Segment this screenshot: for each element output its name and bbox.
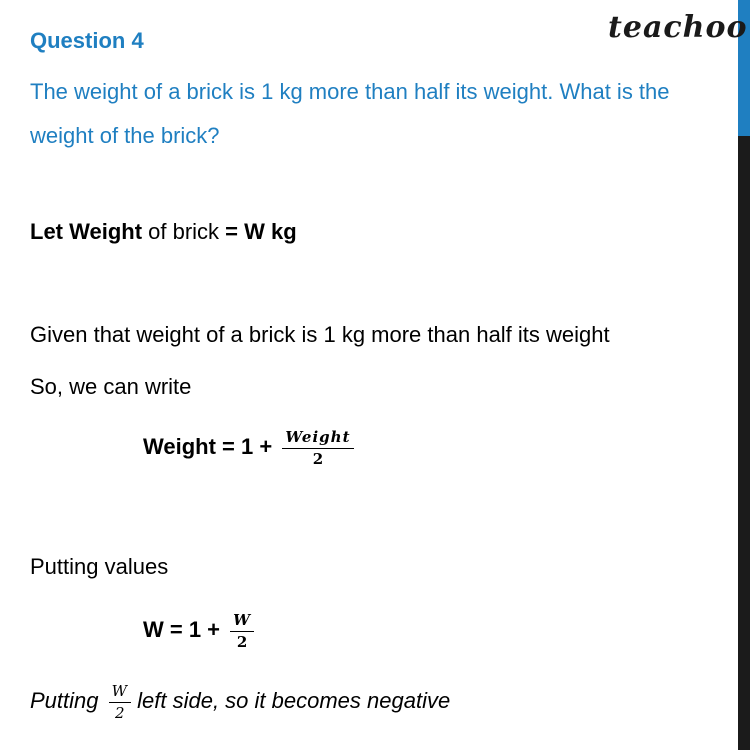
- note-prefix: Putting: [30, 687, 105, 713]
- teachoo-logo: teachoo: [608, 10, 748, 45]
- given-statement: Given that weight of a brick is 1 kg more than half its weight: [30, 322, 610, 347]
- let-mid-text: of brick: [142, 219, 226, 244]
- w-fraction-denominator: 2: [236, 633, 248, 651]
- note-fraction-numerator: W: [109, 682, 131, 703]
- putting-values: Putting values: [30, 554, 169, 579]
- question-title: Question 4: [30, 28, 144, 53]
- scrollbar[interactable]: [738, 0, 750, 750]
- note-suffix: left side, so it becomes negative: [131, 687, 451, 713]
- equation-weight-lhs: Weight = 1 +: [143, 433, 279, 459]
- weight-fraction-numerator: Weight: [282, 428, 353, 449]
- so-we-can-write: So, we can write: [30, 374, 192, 399]
- w-fraction-numerator: W: [230, 611, 254, 632]
- equation-w-lhs: W = 1 +: [143, 616, 227, 642]
- let-statement: [30, 219, 297, 245]
- weight-fraction: [282, 428, 353, 468]
- question-text: The weight of a brick is 1 kg more than half its weight. What is the weight of the brick?: [30, 79, 670, 148]
- w-fraction: [230, 611, 254, 651]
- let-equation: = W kg: [225, 219, 297, 244]
- equation-w: [143, 611, 254, 651]
- note-fraction-denominator: 2: [115, 704, 125, 722]
- let-bold-label: Let Weight: [30, 219, 143, 244]
- note-fraction: [109, 682, 131, 722]
- equation-weight: [143, 428, 354, 468]
- note-negative: [30, 682, 450, 722]
- weight-fraction-denominator: 2: [312, 450, 324, 468]
